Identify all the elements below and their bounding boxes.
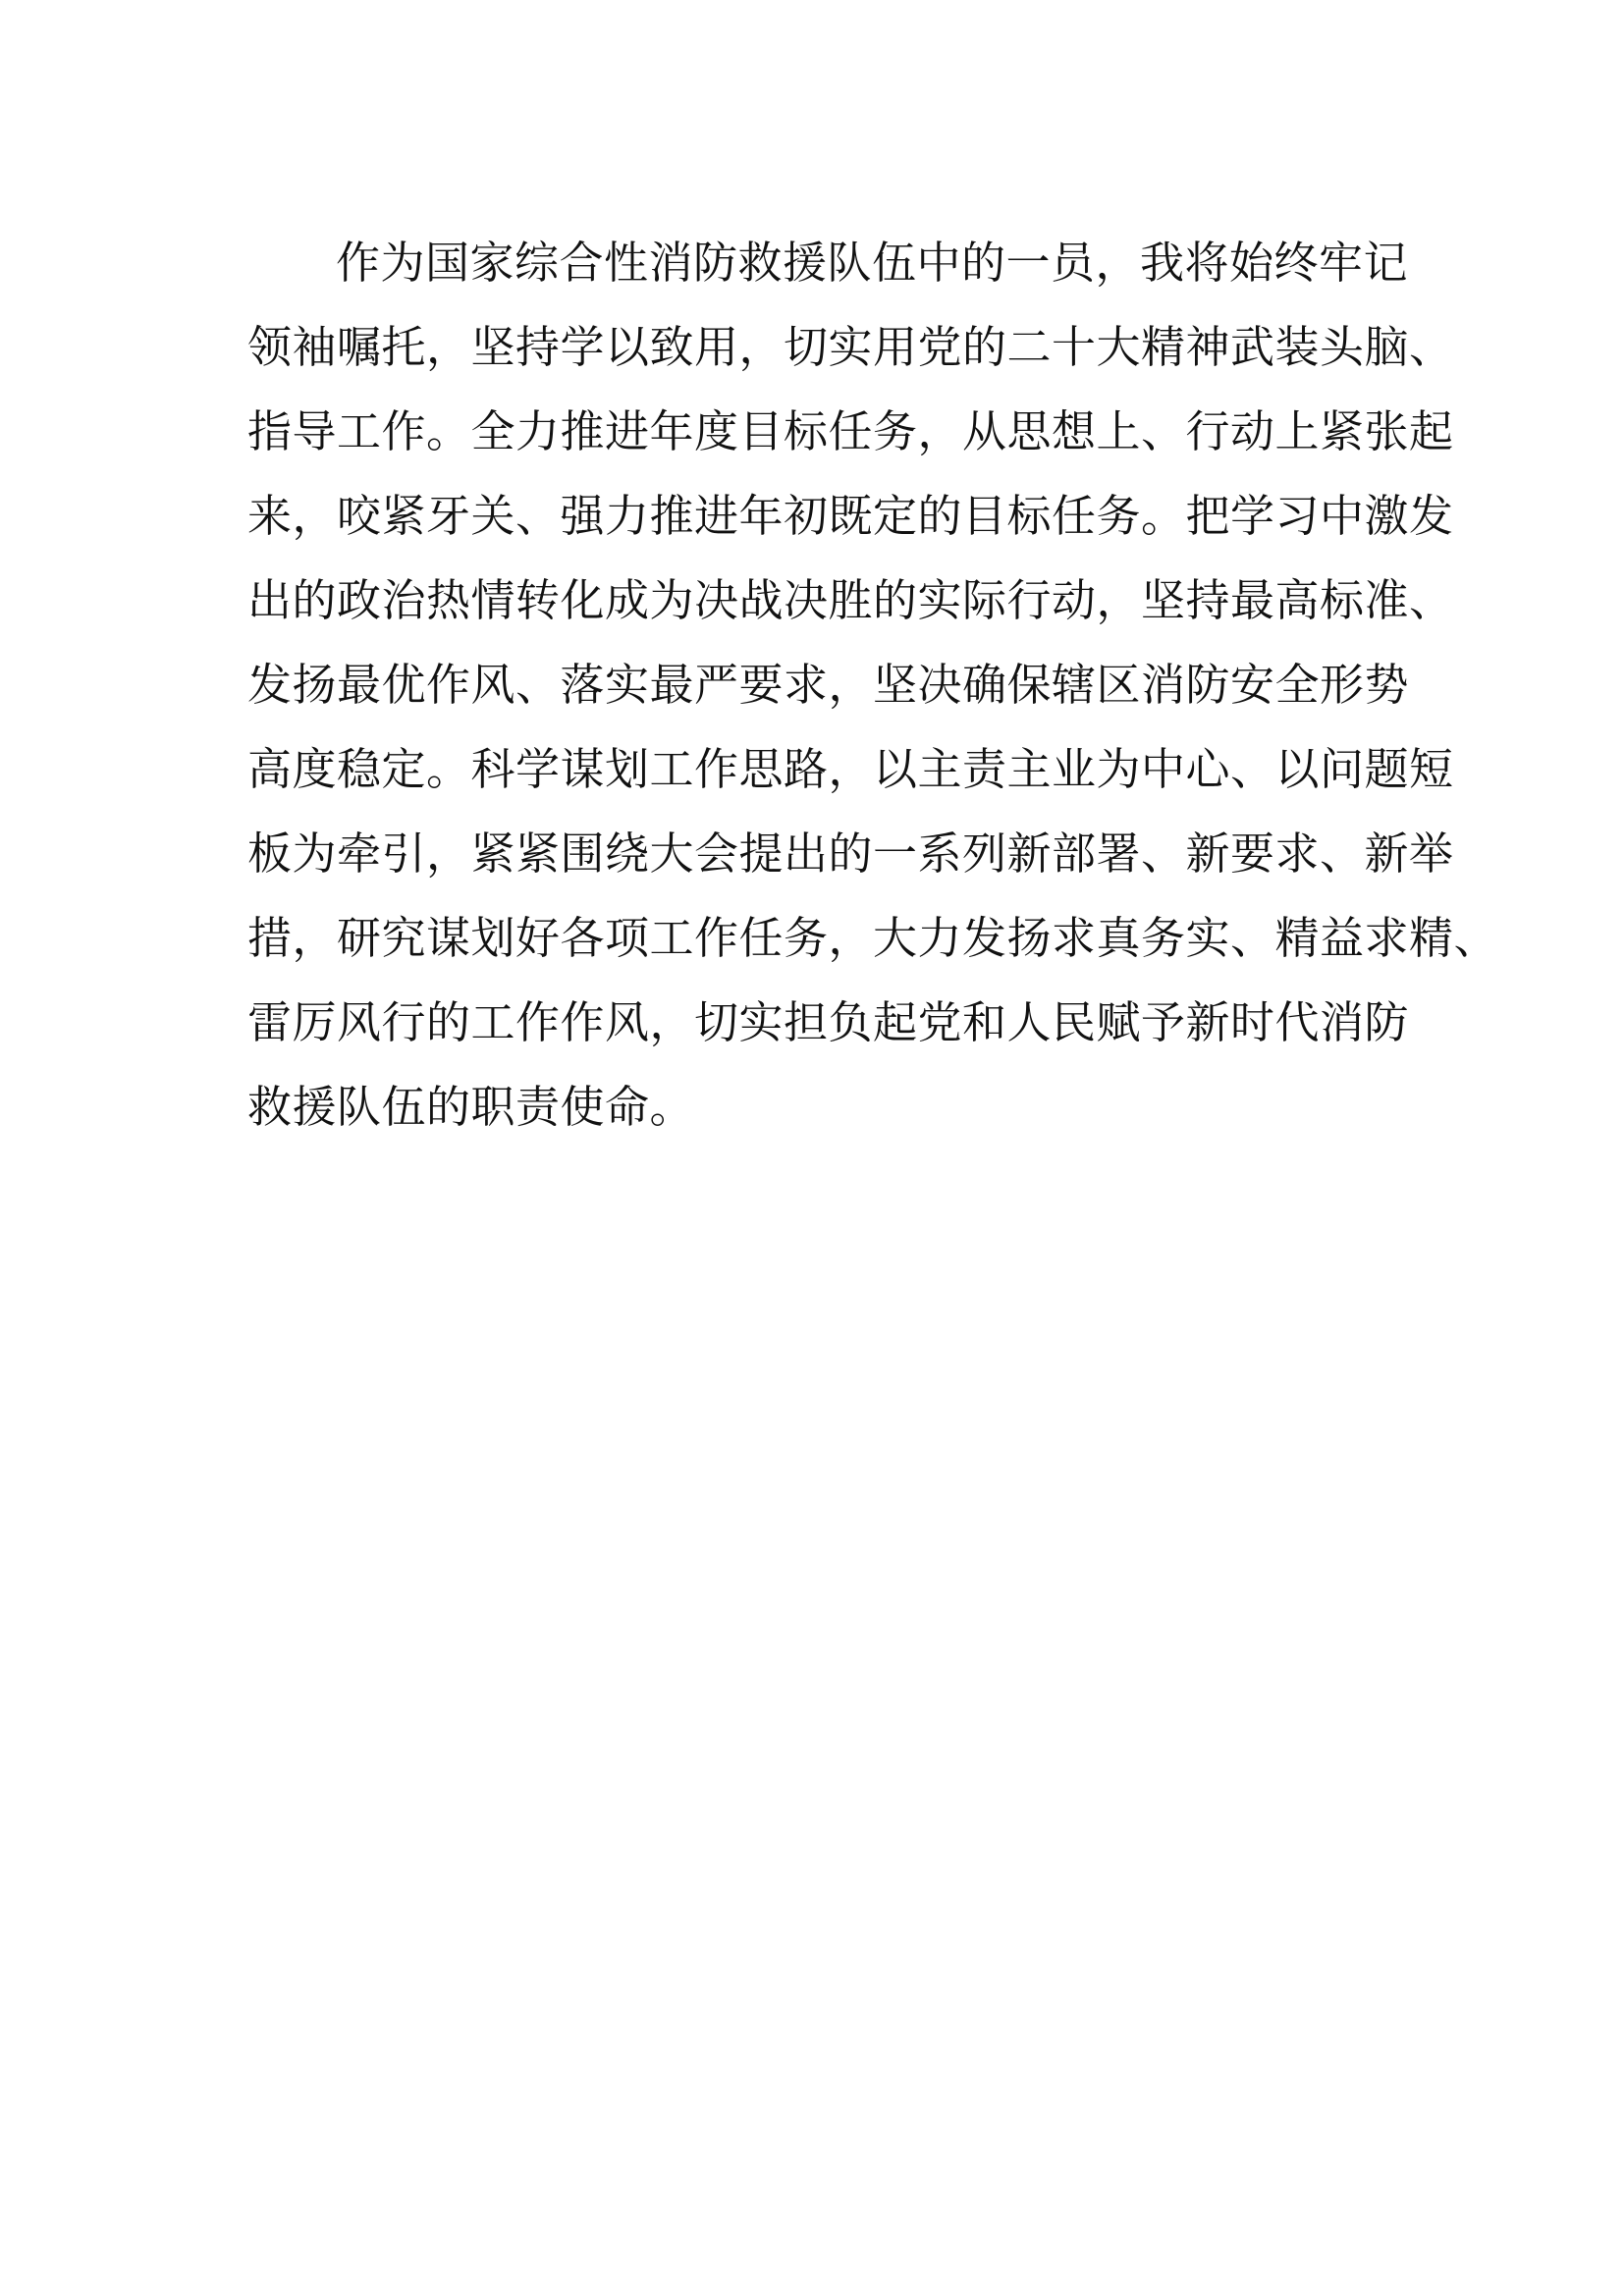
paragraph-line: 板为牵引，紧紧围绕大会提出的一系列新部署、新要求、新举 <box>247 828 1454 880</box>
paragraph-line: 作为国家综合性消防救援队伍中的一员，我将始终牢记 <box>336 237 1409 289</box>
paragraph-line: 指导工作。全力推进年度目标任务，从思想上、行动上紧张起 <box>247 405 1454 457</box>
paragraph-line: 高度稳定。科学谋划工作思路，以主责主业为中心、以问题短 <box>247 743 1454 795</box>
paragraph-line: 领袖嘱托，坚持学以致用，切实用党的二十大精神武装头脑、 <box>247 321 1454 373</box>
paragraph-line: 发扬最优作风、落实最严要求，坚决确保辖区消防安全形势 <box>247 659 1410 711</box>
paragraph-line: 措，研究谋划好各项工作任务，大力发扬求真务实、精益求精、 <box>247 912 1499 964</box>
paragraph-line: 来，咬紧牙关、强力推进年初既定的目标任务。把学习中激发 <box>247 490 1454 542</box>
paragraph-line: 救援队伍的职责使命。 <box>247 1081 695 1133</box>
paragraph-line: 雷厉风行的工作作风，切实担负起党和人民赋予新时代消防 <box>247 996 1410 1048</box>
body-paragraph <box>247 221 1499 1149</box>
paragraph-line: 出的政治热情转化成为决战决胜的实际行动，坚持最高标准、 <box>247 574 1454 626</box>
